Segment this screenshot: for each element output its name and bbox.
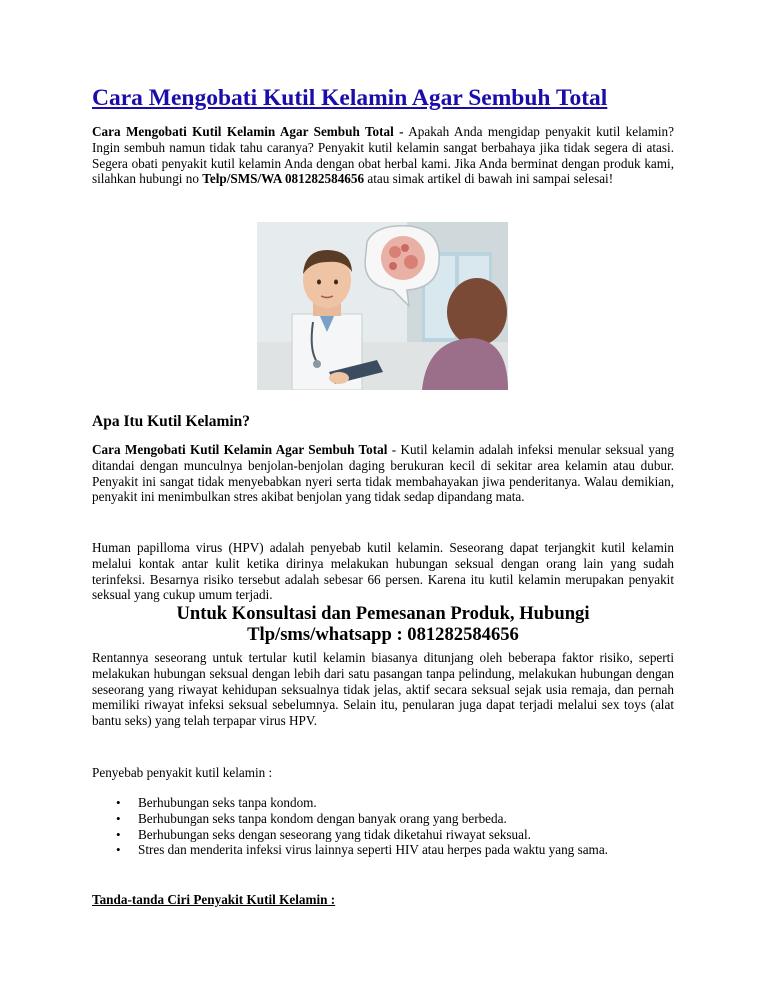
list-item: • Berhubungan seks dengan seseorang yang tidak diketahui riwayat seksual. [116, 826, 531, 842]
what-text: - Kutil kelamin adalah infeksi menular seksual yang ditandai dengan munculnya benjolan-benjolan daging berukuran kecil di sekitar area kelamin atau dubur. Penyakit ini sangat tidak menyebabkan nyeri serta tidak membahayakan jiwa penderitanya. Walau demikian, penyakit ini menimbulkan stres akibat benjolan yang tidak sedap dipandang mata. [92, 442, 674, 505]
list-item: • Berhubungan seks tanpa kondom. [116, 795, 317, 810]
what-paragraph [92, 442, 674, 505]
contact-callout [92, 603, 674, 645]
causes-label: Penyebab penyakit kutil kelamin : [92, 765, 273, 780]
bullet-icon: • [116, 826, 121, 842]
intro-paragraph [92, 124, 674, 187]
intro-lead: Cara Mengobati Kutil Kelamin Agar Sembuh Total - [92, 124, 404, 139]
cta-line-1: Untuk Konsultasi dan Pemesanan Produk, Hubungi [176, 603, 590, 624]
article-title-link[interactable]: Cara Mengobati Kutil Kelamin Agar Sembuh Total [92, 85, 608, 111]
bullet-icon: • [116, 842, 121, 858]
bullet-icon: • [116, 795, 121, 810]
causes-list [92, 795, 674, 858]
bullet-icon: • [116, 810, 121, 826]
intro-text-end: atau simak artikel di bawah ini sampai selesai! [364, 171, 614, 187]
doctor-patient-illustration [257, 222, 508, 390]
intro-text: Apakah Anda mengidap penyakit kutil kelamin? Ingin sembuh namun tidak tahu caranya? Penyakit kutil kelamin sangat berbahaya jika tidak segera di atasi. Segera obati penyakit kutil kelamin Anda dengan obat herbal kami. Jika Anda berminat dengan produk kami, silahkan hubungi no [92, 124, 675, 187]
signs-heading: Tanda-tanda Ciri Penyakit Kutil Kelamin : [92, 892, 336, 907]
hpv-paragraph: Human papilloma virus (HPV) adalah penyebab kutil kelamin. Seseorang dapat terjangkit kutil kelamin melalui kontak antar kulit ketika dirinya melakukan hubungan seksual dengan orang lain yang sudah terinfeksi. Besarnya risiko tersebut adalah sebesar 66 persen. Karena itu kutil kelamin merupakan penyakit seksual yang cukup umum terjadi. [92, 540, 674, 603]
risk-paragraph: Rentannya seseorang untuk tertular kutil kelamin biasanya ditunjang oleh beberapa faktor risiko, seperti melakukan hubungan seksual dengan lebih dari satu pasangan tanpa pelindung, melakukan hubungan dengan seseorang yang riwayat kehidupan seksualnya tidak jelas, aktif secara seksual sejak usia remaja, dan pernah memiliki riwayat infeksi seksual sebelumnya. Selain itu, penularan juga dapat terjadi melalui sex toys (alat bantu seks) yang telah terpapar virus HPV. [92, 650, 674, 729]
what-lead: Cara Mengobati Kutil Kelamin Agar Sembuh Total [92, 442, 388, 457]
intro-contact: Telp/SMS/WA 081282584656 [202, 171, 365, 187]
section-heading-what: Apa Itu Kutil Kelamin? [92, 413, 251, 430]
list-item: • Stres dan menderita infeksi virus lainnya seperti HIV atau herpes pada waktu yang sama. [116, 842, 608, 858]
cta-line-2: Tlp/sms/whatsapp : 081282584656 [247, 624, 519, 645]
list-item: • Berhubungan seks tanpa kondom dengan banyak orang yang berbeda. [116, 810, 507, 826]
